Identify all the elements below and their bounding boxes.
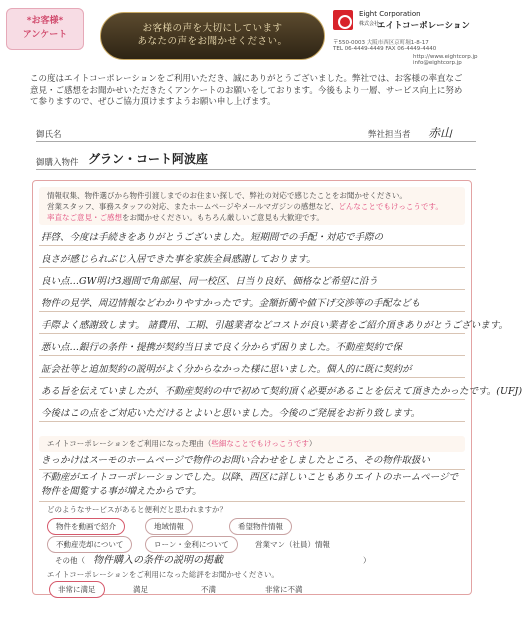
q1-answer-line: 悪い点…銀行の条件・提携が契約当日まで良く分からず困りました。不動産契約で保 xyxy=(41,342,403,353)
intro-text: この度はエイトコーポレーションをご利用いただき、誠にありがとうございました。弊社では、お客様の率直なご意見・ご感想をお聞かせいただきたくアンケートのお願いをしております。今後もより一層、サービス向上に努めて参りますので、ぜひご協力頂けますようお願い申し上げます。 xyxy=(30,74,463,107)
badge-line2: アンケート xyxy=(22,30,68,40)
q3-option-area[interactable]: 地域情報 xyxy=(145,518,193,535)
q1-prompt3-pre: 率直なご意見・ご感想 xyxy=(47,213,122,222)
q2-prompt-pre: エイトコーポレーションをご利用になった理由（ xyxy=(47,439,212,448)
q1-prompt2-hl: どんなことでもけっこうです。 xyxy=(338,202,443,211)
q1-prompt-line3 xyxy=(47,212,457,223)
q2-prompt xyxy=(39,436,465,452)
q4-option-very-satisfied[interactable]: 非常に満足 xyxy=(49,581,105,598)
q4-option-dissatisfied[interactable]: 不満 xyxy=(201,585,216,594)
survey-box xyxy=(32,180,522,595)
q2-answer-line1: きっかけはスーモのホームページで物件のお問い合わせをしましたところ、その物件取扱い xyxy=(41,455,430,466)
property-rule xyxy=(36,169,476,170)
q1-answer-line: 良さが感じられぶじ入居できた事を家族全員感謝しております。 xyxy=(41,254,316,265)
banner-line2: あなたの声をお聞かせください。 xyxy=(137,36,288,47)
company-logo-icon xyxy=(333,10,353,30)
company-address: 〒550-0003 大阪市西区京町堀1-8-17 xyxy=(333,40,429,46)
company-mail: info@eightcorp.jp xyxy=(413,60,462,66)
q4-prompt: エイトコーポレーションをご利用になった総評をお聞かせください。 xyxy=(47,570,279,579)
q1-rule xyxy=(39,399,465,400)
q2-prompt-hl: 些細なことでもけっこうです xyxy=(211,439,309,448)
q2-answer-line2: 不動産がエイトコーポレーションでした。以降、西区に詳しいこともありエイトのホームページで物件を閲覧する事が増えたからです。 xyxy=(41,472,459,497)
q1-prompt-line2 xyxy=(47,201,457,212)
q1-answer-line: 今後はこの点をご対応いただけるとよいと思いました。今後のご発展をお祈り致します。 xyxy=(41,408,421,419)
q1-rule xyxy=(39,311,465,312)
q3-option-sale[interactable]: 不動産売却について xyxy=(47,536,132,553)
q1-answer-line: 証会社等と追加契約の説明がよく分からなかった様に思いました。個人的に既に契約が xyxy=(41,364,412,375)
q1-answer-line: 拝啓、今度は手続きをありがとうございました。短期間での手配・対応で手際の xyxy=(41,232,384,243)
q1-prompt3-post: をお聞かせください。もちろん厳しいご意見も大歓迎です。 xyxy=(122,213,324,222)
q1-rule xyxy=(39,355,465,356)
name-rule xyxy=(36,141,476,142)
q3-option-loan[interactable]: ローン・金利について xyxy=(145,536,238,553)
q3-option-staff[interactable]: 営業マン（社員）情報 xyxy=(255,540,330,549)
q2-prompt-post: ） xyxy=(308,439,317,448)
property-value: グラン・コート阿波座 xyxy=(88,152,209,166)
q1-answer-line: ある旨を伝えていましたが、不動産契約の中で初めて契約頂く必要があることを伝えて頂きたかったです。(UFJ) xyxy=(41,386,522,397)
q3-option-video[interactable]: 物件を動画で紹介 xyxy=(47,518,125,535)
badge-line1: *お客様* xyxy=(26,16,64,26)
q1-rule xyxy=(39,245,465,246)
company-name-jp: エイトコーポレーション xyxy=(377,21,470,31)
company-block xyxy=(333,8,493,66)
property-label: 御購入物件 xyxy=(36,158,79,168)
q1-rule xyxy=(39,267,465,268)
q1-rule xyxy=(39,333,465,334)
company-tel: TEL 06-4449-4449 FAX 06-4449-4440 xyxy=(333,46,437,52)
q1-answer-line: 物件の見学、周辺情報などわかりやすかったです。金額折衝や値下げ交渉等の手配なども xyxy=(41,298,421,309)
q3-prompt-spacer xyxy=(39,461,239,474)
q1-answer-line: 良い点…GW明け3週間で角部屋、同一校区、日当り良好、価格など希望に沿う xyxy=(41,276,378,287)
q2-rule2 xyxy=(39,501,465,502)
q3-other-answer: 物件購入の条件の説明の掲載 xyxy=(93,555,223,566)
q3-other-close: ） xyxy=(363,556,371,565)
q1-prompt2-pre: 営業スタッフ、事務スタッフの対応、またホームページやメールマガジンの感想など、 xyxy=(47,202,339,211)
q3-option-wish[interactable]: 希望物件情報 xyxy=(229,518,292,535)
q1-answer-line: 手際よく感謝致します。 諸費用、工期、引越業者などコストが良い業者をご紹介頂きありがとうございます。 xyxy=(41,320,509,331)
q1-rule xyxy=(39,377,465,378)
company-web: http://www.eightcorp.jp xyxy=(413,54,478,60)
q3-other-label: その他（ xyxy=(55,556,85,565)
company-prefix: 株式会社 xyxy=(359,21,380,27)
name-label: 御氏名 xyxy=(36,130,62,140)
banner-line1: お客様の声を大切にしています xyxy=(142,23,283,34)
q1-rule xyxy=(39,421,465,422)
q4-option-satisfied[interactable]: 満足 xyxy=(133,585,148,594)
q1-rule xyxy=(39,289,465,290)
q1-prompt-line1: 情報収集、物件選びから物件引渡しまでのお住まい探しで、弊社の対応で感じたことをお聞かせください。 xyxy=(47,191,407,200)
q1-prompt xyxy=(39,187,465,225)
company-name-en: Eight Corporation xyxy=(359,10,421,18)
header-banner xyxy=(100,12,325,60)
q3-prompt: どのようなサービスがあると便利だと思われますか？ xyxy=(47,505,227,514)
q4-option-very-dissatisfied[interactable]: 非常に不満 xyxy=(265,585,303,594)
staff-value: 赤山 xyxy=(428,126,453,140)
survey-badge xyxy=(6,8,84,50)
staff-label: 弊社担当者 xyxy=(368,130,411,140)
